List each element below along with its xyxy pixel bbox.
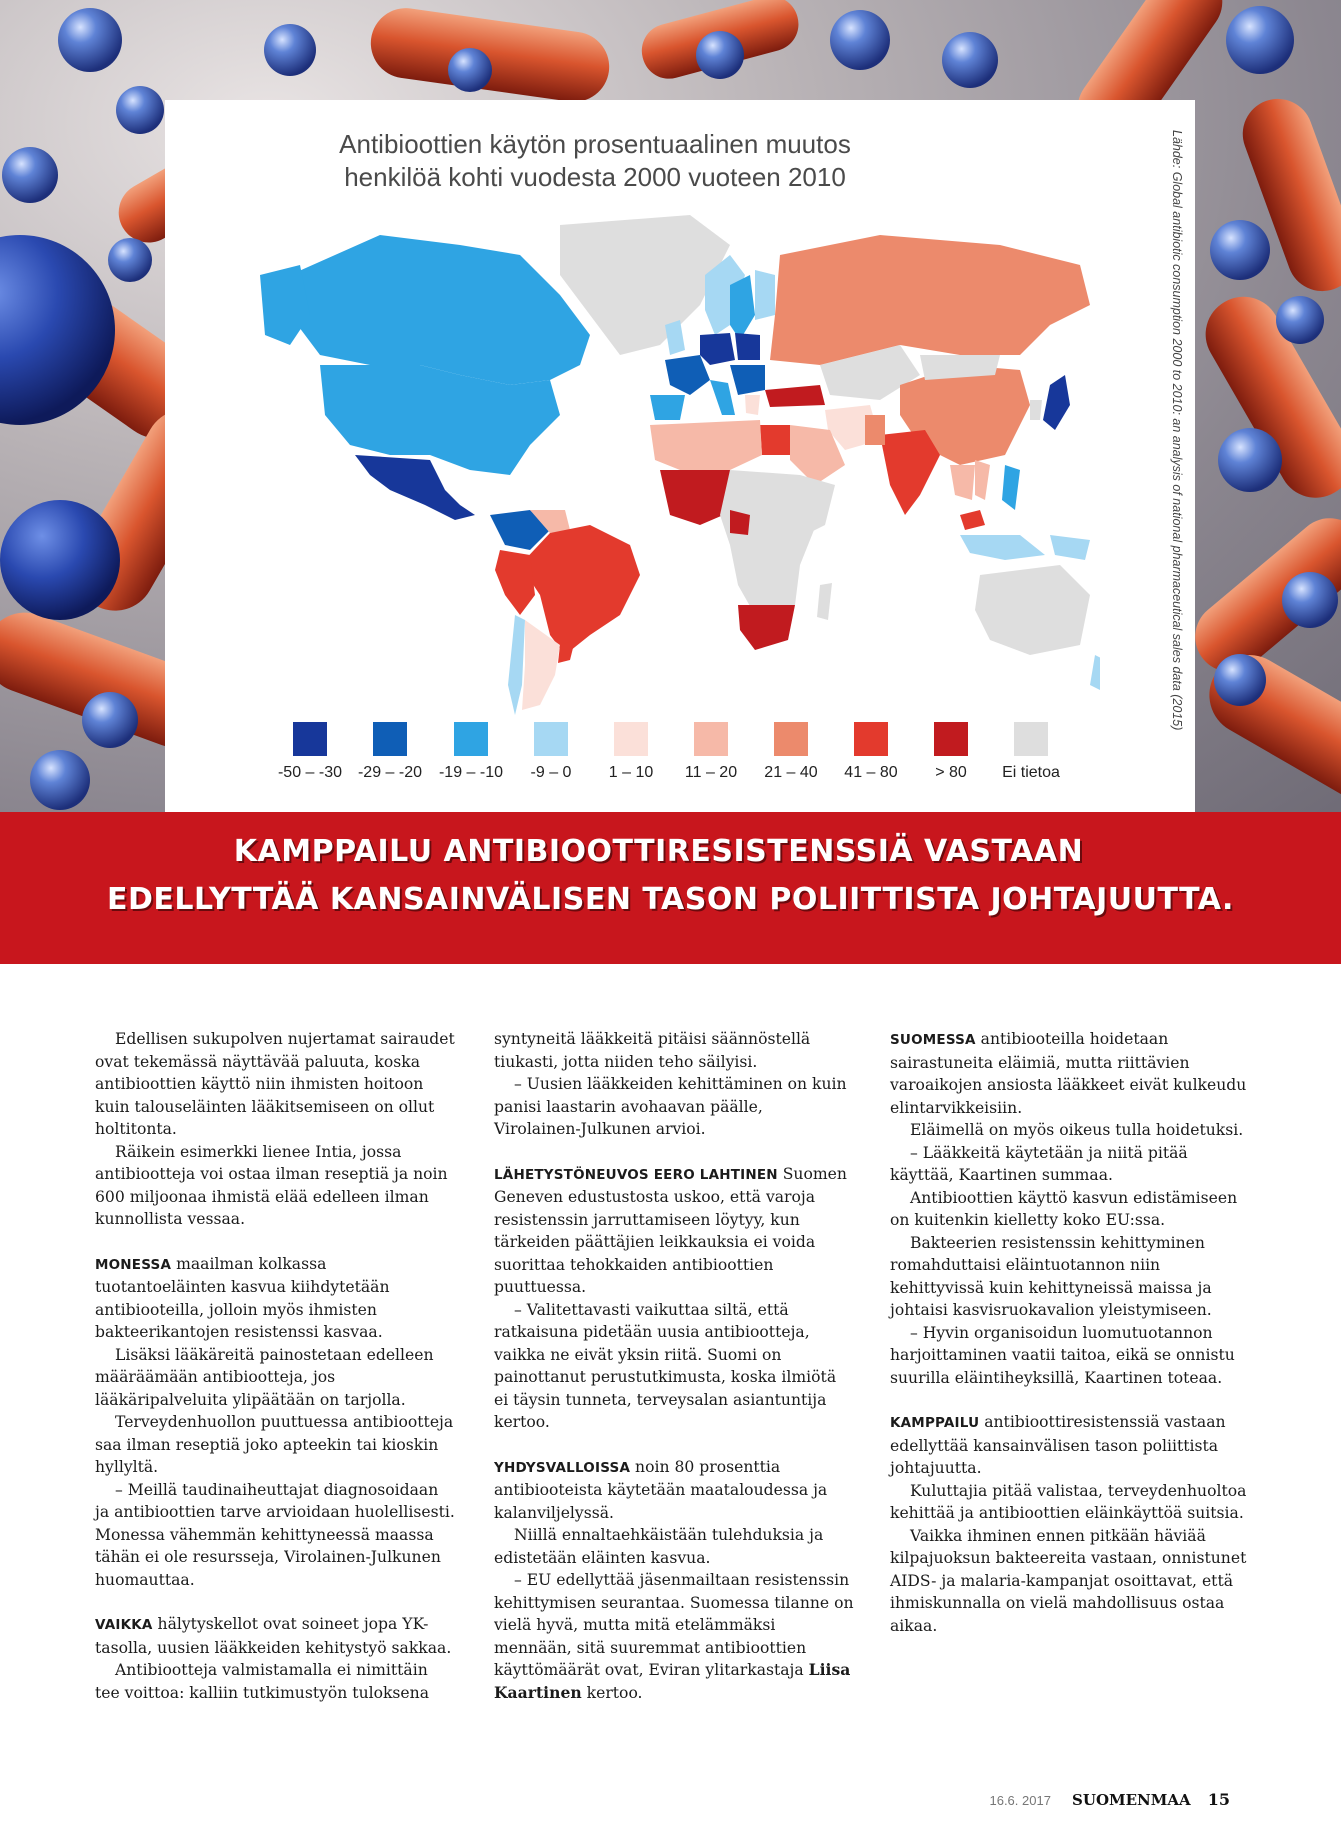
paragraph — [494, 1163, 854, 1299]
legend-label: Ei tietoa — [1002, 764, 1060, 781]
article-column-1 — [95, 1028, 455, 1704]
headline-line-2: EDELLYTTÄÄ KANSAINVÄLISEN TASON POLIITTISTA JOHTAJUUTTA. — [107, 882, 1234, 917]
region-poland — [735, 333, 760, 360]
paragraph: Antibioottien käyttö kasvun edistämiseen on kuitenkin kielletty koko EU:ssa. — [890, 1188, 1238, 1229]
legend-label: > 80 — [935, 764, 967, 781]
region-pakistan — [865, 415, 885, 445]
paragraph: Niillä ennaltaehkäistään tulehduksia ja edistetään eläinten kasvua. — [494, 1526, 824, 1567]
paragraph: Bakteerien resistenssin kehittyminen romahduttaisi eläintuotannon niin kehittyvissä kuin kehittyneissä maissa ja johtaisi kasvisruokavalion yleistymiseen. — [890, 1233, 1212, 1319]
legend-item — [265, 722, 355, 782]
map-panel — [165, 100, 1195, 812]
world-choropleth-map — [260, 215, 1100, 715]
region-peru — [495, 550, 535, 615]
paragraph-text: kertoo. — [581, 1683, 643, 1702]
region-australia — [975, 565, 1090, 655]
region-japan — [1043, 375, 1070, 430]
region-india — [880, 430, 940, 515]
legend-label: 21 – 40 — [764, 764, 818, 781]
region-chile — [508, 615, 525, 715]
page-number: 15 — [1207, 1790, 1230, 1809]
legend-item — [986, 722, 1076, 782]
paragraph: syntyneitä lääkkeitä pitäisi säännöstellä tiukasti, jotta niiden teho säilyisi. — [494, 1030, 811, 1071]
paragraph: Räikein esimerkki lienee Intia, jossa antibiootteja voi ostaa ilman reseptiä ja noin 600 miljoonaa ihmistä elää edelleen ilman kunnollista vessaa. — [95, 1142, 448, 1228]
region-south-africa — [738, 605, 795, 650]
region-new-zealand — [1090, 655, 1100, 690]
paragraph-kicker: MONESSA — [95, 1256, 172, 1273]
legend-label: -19 – -10 — [438, 764, 504, 781]
legend-swatch — [534, 722, 568, 756]
region-greece — [745, 395, 760, 415]
legend-item — [586, 722, 676, 782]
legend-swatch — [774, 722, 808, 756]
region-east-africa — [800, 475, 835, 535]
region-thailand — [950, 465, 975, 500]
region-canada — [290, 235, 590, 385]
region-uk — [665, 320, 685, 355]
map-legend — [265, 722, 1065, 782]
legend-item — [746, 722, 836, 782]
map-source-caption: Lähde: Global antibiotic consumption 2000 to 2010: an analysis of national pharmaceutical sales data (2015) — [1170, 130, 1184, 731]
paragraph — [95, 1253, 455, 1344]
paragraph: Antibiootteja valmistamalla ei nimittäin tee voittoa: kalliin tutkimustyön tuloksena — [95, 1661, 430, 1702]
legend-label: 11 – 20 — [684, 764, 738, 781]
publication-name: SUOMENMAA — [1072, 1791, 1191, 1809]
legend-label: -9 – 0 — [530, 764, 572, 781]
region-madagascar — [817, 583, 832, 620]
page-footer — [900, 1790, 1230, 1814]
paragraph-kicker: YHDYSVALLOISSA — [494, 1459, 631, 1476]
legend-item — [906, 722, 996, 782]
paragraph — [95, 1613, 455, 1659]
legend-swatch — [614, 722, 648, 756]
paragraph-text: hälytyskellot ovat soineet jopa YK-tasolla, uusien lääkkeiden kehitystyö sakkaa. — [95, 1615, 452, 1657]
paragraph-kicker: VAIKKA — [95, 1617, 153, 1633]
legend-swatch — [694, 722, 728, 756]
region-indonesia — [960, 535, 1045, 560]
legend-swatch — [373, 722, 407, 756]
headline-line-1: KAMPPAILU ANTIBIOOTTIRESISTENSSIÄ VASTAAN — [233, 834, 1084, 869]
paragraph — [890, 1411, 1250, 1480]
map-title-line-2: henkilöä kohti vuodesta 2000 vuoteen 2010 — [344, 162, 846, 192]
paragraph: – Hyvin organisoidun luomutuotannon harjoittaminen vaatii taitoa, eikä se onnistu suurilla eläintiheyksillä, Kaartinen toteaa. — [890, 1323, 1235, 1387]
region-philippines — [1002, 465, 1020, 510]
paragraph-kicker: LÄHETYSTÖNEUVOS EERO LAHTINEN — [494, 1166, 778, 1183]
paragraph: Vaikka ihminen ennen pitkään häviää kilpajuoksun bakteereita vastaan, onnistunet AIDS- ja malaria-kampanjat osoittavat, että ihmiskunnalla on vielä mahdollisuus ostaa aikaa. — [890, 1526, 1247, 1635]
paragraph — [494, 1569, 854, 1704]
legend-label: -50 – -30 — [277, 764, 343, 781]
region-north-africa — [650, 420, 762, 470]
legend-swatch — [293, 722, 327, 756]
region-spain — [650, 395, 685, 420]
region-germany — [700, 333, 735, 365]
legend-label: 1 – 10 — [608, 764, 654, 781]
paragraph — [890, 1028, 1250, 1119]
legend-label: -29 – -20 — [357, 764, 423, 781]
paragraph-text: noin 80 prosenttia antibiooteista käytetään maataloudessa ja kalanviljelyssä. — [494, 1457, 828, 1522]
legend-label: 41 – 80 — [844, 764, 898, 781]
paragraph: Kuluttajia pitää valistaa, terveydenhuoltoa kehittää ja antibioottien eläinkäyttöä suitsia. — [890, 1481, 1247, 1522]
legend-item — [506, 722, 596, 782]
region-egypt — [760, 425, 790, 455]
paragraph: – Uusien lääkkeiden kehittäminen on kuin panisi laastarin avohaavan päälle, Virolainen-Julkunen arvioi. — [494, 1075, 847, 1138]
region-vietnam — [975, 460, 990, 500]
region-balkans — [730, 365, 765, 395]
article-column-3 — [890, 1028, 1250, 1637]
region-finland — [755, 270, 775, 320]
region-sweden — [730, 275, 755, 340]
legend-item — [666, 722, 756, 782]
paragraph-text: maailman kolkassa tuotantoeläinten kasvua kiihdytetään antibiooteilla, jolloin myös ihmisten bakteerikantojen resistenssi kasvaa. — [95, 1254, 390, 1341]
paragraph-text: antibioottiresistenssiä vastaan edellyttää kansainvälisen tason poliittista johtajuutta. — [890, 1413, 1226, 1477]
headline-banner — [0, 812, 1341, 964]
paragraph: Terveydenhuollon puuttuessa antibiootteja saa ilman reseptiä joko apteekin tai kioskin hyllyltä. — [95, 1413, 454, 1476]
region-italy — [710, 380, 735, 415]
map-title — [165, 128, 1025, 194]
paragraph: Eläimellä on myös oikeus tulla hoidetuksi. — [910, 1121, 1244, 1139]
paragraph-kicker: KAMPPAILU — [890, 1415, 980, 1431]
paragraph-kicker: SUOMESSA — [890, 1032, 976, 1048]
legend-swatch — [854, 722, 888, 756]
legend-swatch — [454, 722, 488, 756]
paragraph: – Lääkkeitä käytetään ja niitä pitää käyttää, Kaartinen summaa. — [890, 1143, 1188, 1184]
paragraph-text: – EU edellyttää jäsenmailtaan resistenssin kehittymisen seurantaa. Suomessa tilanne on vielä hyvä, mutta mitä etelämmäksi mennään, sitä suuremmat antibioottien käyttömäärät ovat, Eviran ylitarkastaja — [494, 1571, 854, 1679]
legend-item — [426, 722, 516, 782]
paragraph-text: Suomen Geneven edustustosta uskoo, että varoja resistenssin jarruttamiseen löytyy, kun tärkeiden päättäjien leikkauksia ei voida suorittaa tehokkaiden antibioottien puuttuessa. — [494, 1164, 847, 1296]
paragraph — [494, 1456, 854, 1525]
region-korea — [1030, 400, 1042, 420]
region-new-guinea — [1050, 535, 1090, 560]
region-france — [665, 355, 710, 395]
paragraph-text: antibiooteilla hoidetaan sairastuneita eläimiä, mutta riittävien varoaikojen ansiosta lääkkeet eivät kulkeudu elintarvikkeisiin. — [890, 1030, 1247, 1117]
legend-swatch — [934, 722, 968, 756]
paragraph: Edellisen sukupolven nujertamat sairaudet ovat tekemässä näyttävää paluuta, koska antibioottien käyttö niin ihmisten hoitoon kuin talouseläinten lääkitsemiseen on ollut holtitonta. — [95, 1030, 455, 1138]
paragraph: Lisäksi lääkäreitä painostetaan edelleen määräämään antibiootteja, jos lääkäripalveluita ylipäätään on tarjolla. — [95, 1345, 434, 1409]
legend-swatch — [1014, 722, 1048, 756]
person-name: Liisa Kaartinen — [494, 1660, 851, 1702]
paragraph: – Valitettavasti vaikuttaa siltä, että ratkaisuna pidetään uusia antibiootteja, vaikka ne eivät yksin riitä. Suomi on painottanut perustutkimusta, koska ilmiötä ei täysin tunneta, terveysalan asiantuntija kertoo. — [494, 1300, 837, 1431]
issue-date: 16.6. 2017 — [989, 1793, 1051, 1808]
legend-item — [345, 722, 435, 782]
region-russia — [770, 235, 1090, 365]
region-malaysia — [960, 510, 985, 530]
legend-item — [826, 722, 916, 782]
paragraph: – Meillä taudinaiheuttajat diagnosoidaan ja antibioottien tarve arvioidaan huolellisesti. Monessa vähemmän kehittyneessä maassa tähän ei ole resursseja, Virolainen-Julkunen huomauttaa. — [95, 1480, 455, 1589]
map-title-line-1: Antibioottien käytön prosentuaalinen muutos — [339, 129, 851, 159]
region-turkey — [765, 385, 825, 407]
article-column-2 — [494, 1028, 854, 1704]
